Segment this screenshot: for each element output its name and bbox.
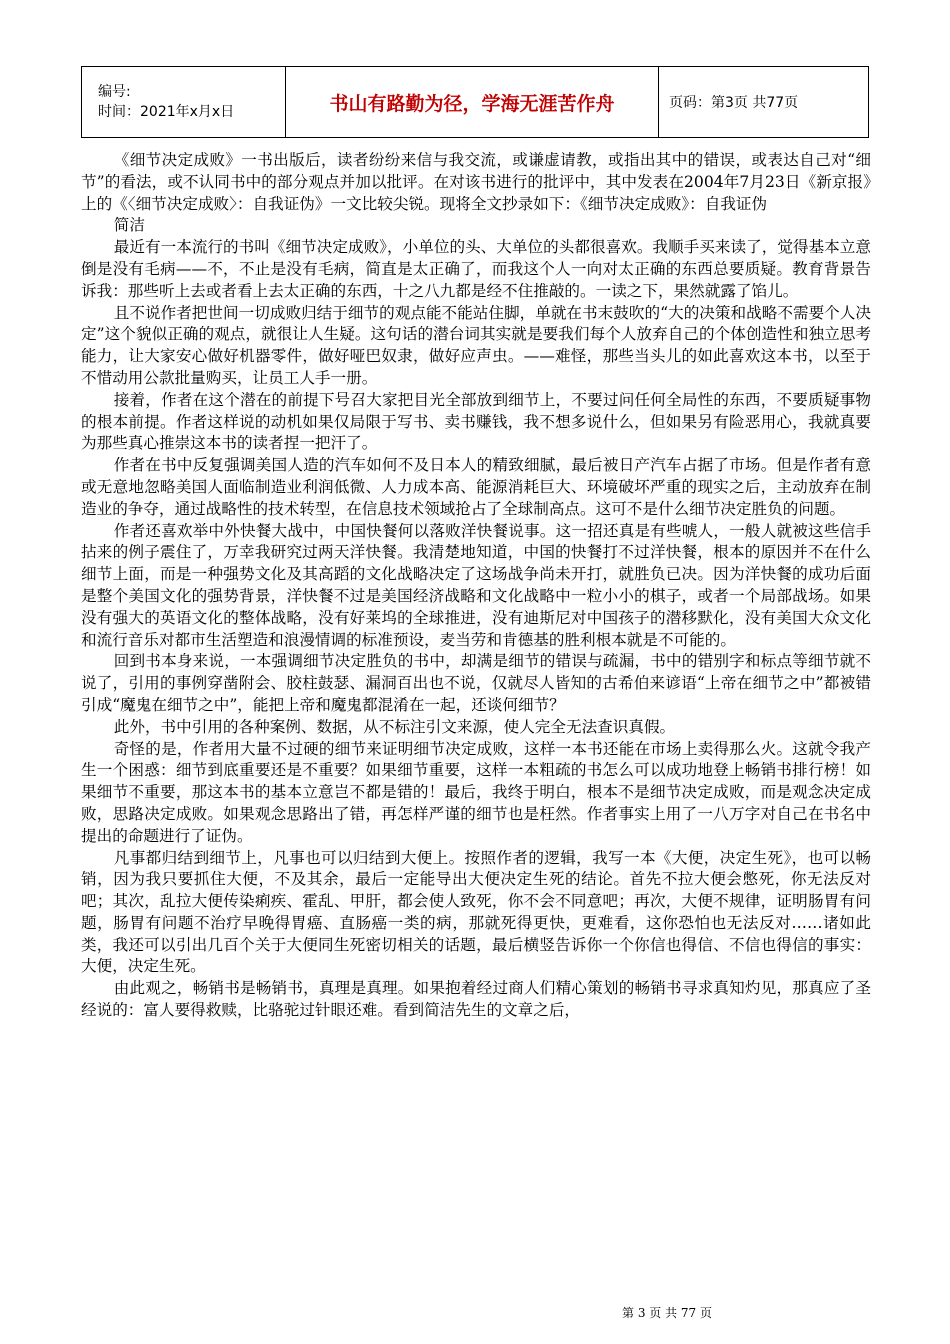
body-paragraph: 作者在书中反复强调美国人造的汽车如何不及日本人的精致细腻，最后被日产汽车占据了市场。但是作者有意或无意地忽略美国人面临制造业利润低微、人力成本高、能源消耗巨大、环境破坏严重的现实之后，主动放弃在制造业的争夺，通过战略性的技术转型，在信息技术领域抢占了全球制高点。这可不是什么细节决定胜负的问题。 [81,456,871,518]
body-paragraph: 此外，书中引用的各种案例、数据，从不标注引文来源，使人完全无法查识真假。 [113,717,676,736]
body-paragraph: 奇怪的是，作者用大量不过硬的细节来证明细节决定成败，这样一本书还能在市场上卖得那么火。这就令我产生一个困惑：细节到底重要还是不重要？如果细节重要，这样一本粗疏的书怎么可以成功地登上畅销书排行榜！如果细节不重要，那这本书的基本立意岂不都是错的！最后，我终于明白，根本不是细节决定成败，而是观念决定成败，思路决定成败。如果观念思路出了错，再怎样严谨的细节也是枉然。作者事实上用了一八万字对自己在书名中提出的命题进行了证伪。 [81,739,871,845]
body-paragraph: 简洁 [113,216,145,235]
header-page-number: 页码：第3页 共77页 [659,67,869,138]
body-paragraph: 作者还喜欢举中外快餐大战中，中国快餐何以落败洋快餐说事。这一招还真是有些唬人，一般人就被这些信手拈来的例子震住了，万幸我研究过两天洋快餐。我清楚地知道，中国的快餐打不过洋快餐，根本的原因并不在什么细节上面，而是一种强势文化及其高蹈的文化战略决定了这场战争尚未开打，就胜负已决。因为洋快餐的成功后面是整个美国文化的强势背景，洋快餐不过是美国经济战略和文化战略中一粒小小的棋子，或者一个局部战场。如果没有强大的英语文化的整体战略，没有好莱坞的全球推进，没有迪斯尼对中国孩子的潜移默化，没有美国大众文化和流行音乐对都市生活塑造和浪漫情调的标准预设，麦当劳和肯德基的胜利根本就是不可能的。 [81,521,871,649]
body-paragraph: 由此观之，畅销书是畅销书，真理是真理。如果抱着经过商人们精心策划的畅销书寻求真知灼见，那真应了圣经说的：富人要得救赎，比骆驼过针眼还难。看到简洁先生的文章之后， [81,979,871,1020]
body-paragraph: 且不说作者把世间一切成败归结于细节的观点能不能站住脚，单就在书末鼓吹的“大的决策和战略不需要个人决定”这个貌似正确的观点，就很让人生疑。这句话的潜台词其实就是要我们每个人放弃自己的个体创造性和独立思考能力，让大家安心做好机器零件，做好哑巴奴隶，做好应声虫。——难怪，那些当头儿的如此喜欢这本书，以至于不惜动用公款批量购买，让员工人手一册。 [81,303,871,387]
body-paragraph: 接着，作者在这个潜在的前提下号召大家把目光全部放到细节上，不要过问任何全局性的东西，不要质疑事物的根本前提。作者这样说的动机如果仅局限于写书、卖书赚钱，我不想多说什么，但如果另有险恶用心，我就真要为那些真心推崇这本书的读者捏一把汗了。 [81,390,871,453]
header-meta-cell [82,67,286,138]
document-number-label: 编号: [98,84,131,100]
document-body [81,150,871,1022]
body-paragraph: 凡事都归结到细节上，凡事也可以归结到大便上。按照作者的逻辑，我写一本《大便，决定生死》，也可以畅销，因为我只要抓住大便，不及其余，最后一定能导出大便决定生死的结论。首先不拉大便会憋死，你无法反对吧；其次，乱拉大便传染痢疾、霍乱、甲肝，都会使人致死，你不会不同意吧；再次，大便不规律，证明肠胃有问题，肠胃有问题不治疗早晚得胃癌、直肠癌一类的病，那就死得更快，更难看，这你恐怕也无法反对……诸如此类，我还可以引出几百个关于大便同生死密切相关的话题，最后横竖告诉你一个你信也得信、不信也得信的事实：大便，决定生死。 [81,848,871,976]
body-paragraph: 《细节决定成败》一书出版后，读者纷纷来信与我交流，或谦虚请教，或指出其中的错误，或表达自己对“细节”的看法，或不认同书中的部分观点并加以批评。在对该书进行的批评中，其中发表在2004年7月23日《新京报》上的《〈细节决定成败〉：自我证伪》一文比较尖锐。现将全文抄录如下：《细节决定成败》：自我证伪 [81,151,871,213]
page-footer: 第 3 页 共 77 页 [622,1306,712,1320]
body-paragraph: 回到书本身来说，一本强调细节决定胜负的书中，却满是细节的错误与疏漏，书中的错别字和标点等细节就不说了，引用的事例穿凿附会、胶柱鼓瑟、漏洞百出也不说，仅就尽人皆知的古希伯来谚语“上帝在细节之中”都被错引成“魔鬼在细节之中”，能把上帝和魔鬼都混淆在一起，还谈何细节？ [81,652,871,714]
body-paragraph: 最近有一本流行的书叫《细节决定成败》，小单位的头、大单位的头都很喜欢。我顺手买来读了，觉得基本立意倒是没有毛病——不，不止是没有毛病，简直是太正确了，而我这个人一向对太正确的东西总要质疑。教育背景告诉我：那些听上去或者看上去太正确的东西，十之八九都是经不住推敲的。一读之下，果然就露了馅儿。 [81,238,871,300]
document-header [81,66,869,138]
header-motto: 书山有路勤为径，学海无涯苦作舟 [286,67,659,138]
document-date-label: 时间：2021年x月x日 [98,104,235,120]
